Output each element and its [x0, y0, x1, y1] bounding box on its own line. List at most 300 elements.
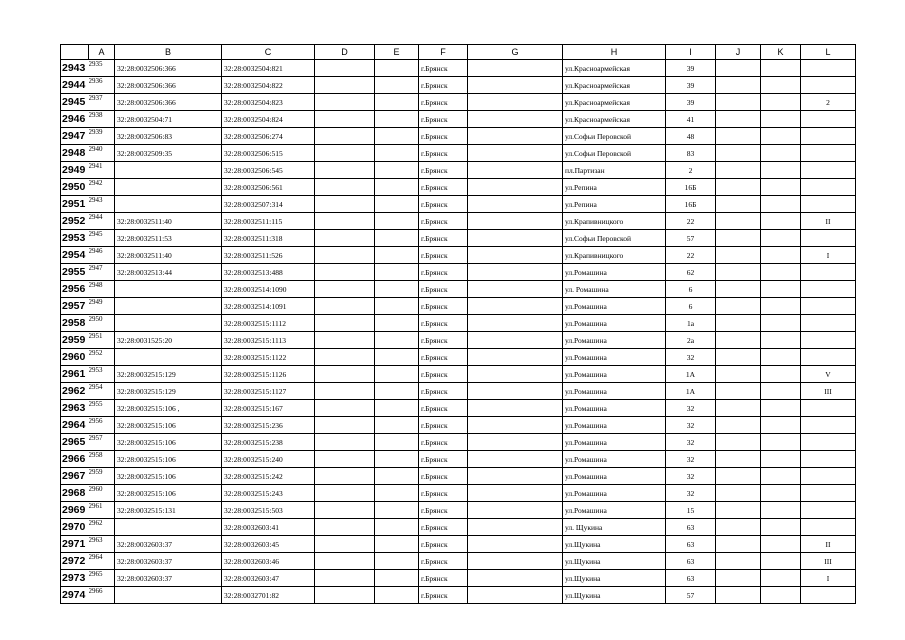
- city-cell: г.Брянск: [419, 400, 468, 417]
- city-cell: г.Брянск: [419, 315, 468, 332]
- row-number: 2953: [62, 231, 86, 244]
- row-number-cell: [61, 434, 89, 451]
- index-a-cell: [89, 349, 115, 366]
- city-cell: г.Брянск: [419, 332, 468, 349]
- empty-e-cell: [375, 536, 419, 553]
- city-cell: г.Брянск: [419, 162, 468, 179]
- street-cell: ул.Красноармейская: [563, 77, 666, 94]
- cadastral-number-c-cell: 32:28:0032515:1112: [222, 315, 315, 332]
- section-cell: I: [801, 247, 856, 264]
- row-number-cell: [61, 349, 89, 366]
- cadastral-number-c-cell: 32:28:0032506:561: [222, 179, 315, 196]
- cadastral-number-b-cell: 32:28:0032511:40: [115, 247, 222, 264]
- index-a-cell: [89, 60, 115, 77]
- empty-k-cell: [761, 230, 801, 247]
- cadastral-number-b-cell: 32:28:0032515:106: [115, 468, 222, 485]
- empty-e-cell: [375, 128, 419, 145]
- cadastral-number-b-cell: [115, 349, 222, 366]
- row-number-cell: [61, 179, 89, 196]
- empty-k-cell: [761, 366, 801, 383]
- empty-j-cell: [716, 60, 761, 77]
- section-cell: [801, 179, 856, 196]
- table-row: [61, 468, 856, 485]
- house-number-cell: 32: [666, 468, 716, 485]
- empty-e-cell: [375, 60, 419, 77]
- cadastral-number-b-cell: [115, 315, 222, 332]
- house-number-cell: 63: [666, 519, 716, 536]
- city-cell: г.Брянск: [419, 281, 468, 298]
- city-cell: г.Брянск: [419, 60, 468, 77]
- table-row: [61, 434, 856, 451]
- index-a-cell: [89, 111, 115, 128]
- column-header-g: G: [468, 45, 563, 60]
- empty-g-cell: [468, 366, 563, 383]
- index-a-value: 2940: [88, 145, 103, 153]
- index-a-value: 2936: [88, 77, 103, 85]
- row-number-cell: [61, 536, 89, 553]
- empty-d-cell: [315, 502, 375, 519]
- index-a-value: 2960: [88, 485, 103, 493]
- empty-j-cell: [716, 468, 761, 485]
- index-a-cell: [89, 179, 115, 196]
- index-a-cell: [89, 400, 115, 417]
- street-cell: ул.Ромашина: [563, 451, 666, 468]
- index-a-value: 2953: [88, 366, 103, 374]
- cadastral-number-c-cell: 32:28:0032515:242: [222, 468, 315, 485]
- empty-j-cell: [716, 281, 761, 298]
- row-number: 2966: [62, 452, 86, 465]
- cadastral-number-c-cell: 32:28:0032507:314: [222, 196, 315, 213]
- empty-j-cell: [716, 349, 761, 366]
- street-cell: ул.Репина: [563, 179, 666, 196]
- empty-j-cell: [716, 366, 761, 383]
- empty-j-cell: [716, 247, 761, 264]
- row-number: 2972: [62, 554, 86, 567]
- table-row: [61, 519, 856, 536]
- cadastral-number-b-cell: 32:28:0032515:106: [115, 417, 222, 434]
- row-number: 2968: [62, 486, 86, 499]
- house-number-cell: 2: [666, 162, 716, 179]
- section-cell: 2: [801, 94, 856, 111]
- street-cell: ул.Ромашина: [563, 468, 666, 485]
- empty-g-cell: [468, 315, 563, 332]
- empty-k-cell: [761, 434, 801, 451]
- empty-d-cell: [315, 94, 375, 111]
- row-number-cell: [61, 468, 89, 485]
- city-cell: г.Брянск: [419, 417, 468, 434]
- cadastral-number-c-cell: 32:28:0032511:318: [222, 230, 315, 247]
- house-number-cell: 63: [666, 536, 716, 553]
- column-header-j: J: [716, 45, 761, 60]
- empty-d-cell: [315, 230, 375, 247]
- empty-e-cell: [375, 417, 419, 434]
- column-header-h: H: [563, 45, 666, 60]
- index-a-cell: [89, 315, 115, 332]
- empty-g-cell: [468, 434, 563, 451]
- empty-k-cell: [761, 264, 801, 281]
- city-cell: г.Брянск: [419, 179, 468, 196]
- table-row: [61, 60, 856, 77]
- street-cell: ул.Ромашина: [563, 434, 666, 451]
- row-number-cell: [61, 553, 89, 570]
- index-a-value: 2963: [88, 536, 103, 544]
- house-number-cell: 57: [666, 230, 716, 247]
- section-cell: [801, 111, 856, 128]
- index-a-value: 2950: [88, 315, 103, 323]
- index-a-value: 2965: [88, 570, 103, 578]
- empty-d-cell: [315, 77, 375, 94]
- table-row: [61, 298, 856, 315]
- cadastral-number-b-cell: 32:28:0032515:131: [115, 502, 222, 519]
- index-a-cell: [89, 298, 115, 315]
- empty-g-cell: [468, 451, 563, 468]
- row-number-cell: [61, 145, 89, 162]
- city-cell: г.Брянск: [419, 264, 468, 281]
- street-cell: ул.Софьи Перовской: [563, 230, 666, 247]
- empty-d-cell: [315, 349, 375, 366]
- city-cell: г.Брянск: [419, 553, 468, 570]
- empty-e-cell: [375, 434, 419, 451]
- city-cell: г.Брянск: [419, 213, 468, 230]
- section-cell: [801, 162, 856, 179]
- cadastral-number-c-cell: 32:28:0032603:46: [222, 553, 315, 570]
- empty-k-cell: [761, 468, 801, 485]
- index-a-cell: [89, 553, 115, 570]
- cadastral-number-c-cell: 32:28:0032506:274: [222, 128, 315, 145]
- house-number-cell: 6: [666, 298, 716, 315]
- empty-e-cell: [375, 162, 419, 179]
- empty-d-cell: [315, 485, 375, 502]
- empty-j-cell: [716, 162, 761, 179]
- empty-g-cell: [468, 128, 563, 145]
- section-cell: II: [801, 213, 856, 230]
- empty-j-cell: [716, 111, 761, 128]
- city-cell: г.Брянск: [419, 349, 468, 366]
- city-cell: г.Брянск: [419, 196, 468, 213]
- table-row: [61, 485, 856, 502]
- empty-d-cell: [315, 247, 375, 264]
- table-row: [61, 570, 856, 587]
- street-cell: ул.Щукина: [563, 536, 666, 553]
- empty-j-cell: [716, 315, 761, 332]
- empty-g-cell: [468, 400, 563, 417]
- street-cell: ул.Щукина: [563, 587, 666, 604]
- section-cell: [801, 332, 856, 349]
- row-number-cell: [61, 417, 89, 434]
- index-a-value: 2954: [88, 383, 103, 391]
- cadastral-number-c-cell: 32:28:0032514:1091: [222, 298, 315, 315]
- section-cell: [801, 196, 856, 213]
- index-a-cell: [89, 281, 115, 298]
- index-a-cell: [89, 587, 115, 604]
- index-a-value: 2945: [88, 230, 103, 238]
- cadastral-number-b-cell: 32:28:0032515:129: [115, 383, 222, 400]
- row-number: 2973: [62, 571, 86, 584]
- house-number-cell: 48: [666, 128, 716, 145]
- section-cell: [801, 400, 856, 417]
- city-cell: г.Брянск: [419, 145, 468, 162]
- row-number-cell: [61, 281, 89, 298]
- empty-g-cell: [468, 145, 563, 162]
- empty-e-cell: [375, 179, 419, 196]
- empty-k-cell: [761, 519, 801, 536]
- city-cell: г.Брянск: [419, 111, 468, 128]
- empty-k-cell: [761, 383, 801, 400]
- index-a-cell: [89, 196, 115, 213]
- house-number-cell: 1а: [666, 315, 716, 332]
- cadastral-number-b-cell: [115, 281, 222, 298]
- street-cell: ул.Репина: [563, 196, 666, 213]
- empty-j-cell: [716, 128, 761, 145]
- empty-e-cell: [375, 315, 419, 332]
- cadastral-number-b-cell: [115, 298, 222, 315]
- cadastral-number-b-cell: 32:28:0032515:129: [115, 366, 222, 383]
- street-cell: ул.Ромашина: [563, 315, 666, 332]
- house-number-cell: 32: [666, 417, 716, 434]
- house-number-cell: 63: [666, 570, 716, 587]
- cadastral-number-c-cell: 32:28:0032603:47: [222, 570, 315, 587]
- row-number-cell: [61, 383, 89, 400]
- empty-e-cell: [375, 485, 419, 502]
- index-a-value: 2935: [88, 60, 103, 68]
- empty-e-cell: [375, 332, 419, 349]
- empty-k-cell: [761, 349, 801, 366]
- row-number: 2970: [62, 520, 86, 533]
- empty-g-cell: [468, 213, 563, 230]
- cadastral-number-b-cell: 32:28:0032515:106: [115, 451, 222, 468]
- index-a-value: 2941: [88, 162, 103, 170]
- cadastral-number-b-cell: 32:28:0032515:106: [115, 485, 222, 502]
- empty-e-cell: [375, 213, 419, 230]
- house-number-cell: 1А: [666, 366, 716, 383]
- empty-e-cell: [375, 111, 419, 128]
- empty-j-cell: [716, 213, 761, 230]
- column-header-f: F: [419, 45, 468, 60]
- section-cell: [801, 485, 856, 502]
- row-number: 2955: [62, 265, 86, 278]
- index-a-value: 2956: [88, 417, 103, 425]
- street-cell: ул. Ромашина: [563, 281, 666, 298]
- empty-k-cell: [761, 451, 801, 468]
- row-number: 2967: [62, 469, 86, 482]
- empty-d-cell: [315, 536, 375, 553]
- row-number: 2952: [62, 214, 86, 227]
- cadastral-number-c-cell: 32:28:0032515:1122: [222, 349, 315, 366]
- empty-j-cell: [716, 230, 761, 247]
- row-number-cell: [61, 485, 89, 502]
- house-number-cell: 62: [666, 264, 716, 281]
- row-number: 2944: [62, 78, 86, 91]
- cadastral-number-b-cell: 32:28:0032509:35: [115, 145, 222, 162]
- empty-d-cell: [315, 553, 375, 570]
- city-cell: г.Брянск: [419, 587, 468, 604]
- cadastral-number-c-cell: 32:28:0032506:545: [222, 162, 315, 179]
- cadastral-number-c-cell: 32:28:0032515:1127: [222, 383, 315, 400]
- empty-e-cell: [375, 451, 419, 468]
- table-row: [61, 145, 856, 162]
- empty-k-cell: [761, 298, 801, 315]
- column-header-row: [61, 45, 856, 60]
- table-row: [61, 111, 856, 128]
- index-a-cell: [89, 468, 115, 485]
- empty-j-cell: [716, 519, 761, 536]
- table-row: [61, 417, 856, 434]
- house-number-cell: 83: [666, 145, 716, 162]
- empty-k-cell: [761, 281, 801, 298]
- empty-e-cell: [375, 196, 419, 213]
- empty-g-cell: [468, 502, 563, 519]
- cadastral-number-c-cell: 32:28:0032701:82: [222, 587, 315, 604]
- row-number: 2974: [62, 588, 86, 601]
- empty-j-cell: [716, 400, 761, 417]
- empty-d-cell: [315, 400, 375, 417]
- section-cell: [801, 434, 856, 451]
- row-number-cell: [61, 213, 89, 230]
- empty-k-cell: [761, 77, 801, 94]
- empty-d-cell: [315, 332, 375, 349]
- index-a-value: 2943: [88, 196, 103, 204]
- row-number-cell: [61, 587, 89, 604]
- column-header-i: I: [666, 45, 716, 60]
- cadastral-number-c-cell: 32:28:0032515:240: [222, 451, 315, 468]
- empty-j-cell: [716, 383, 761, 400]
- street-cell: ул.Крапивницкого: [563, 247, 666, 264]
- empty-g-cell: [468, 553, 563, 570]
- section-cell: [801, 60, 856, 77]
- column-header-k: K: [761, 45, 801, 60]
- cadastral-number-b-cell: 32:28:0032506:366: [115, 60, 222, 77]
- cadastral-number-b-cell: 32:28:0032515:106: [115, 434, 222, 451]
- empty-j-cell: [716, 332, 761, 349]
- row-number-cell: [61, 94, 89, 111]
- row-number: 2956: [62, 282, 86, 295]
- empty-k-cell: [761, 332, 801, 349]
- cadastral-number-b-cell: 32:28:0032515:106 ,: [115, 400, 222, 417]
- empty-d-cell: [315, 434, 375, 451]
- table-row: [61, 451, 856, 468]
- house-number-cell: 22: [666, 247, 716, 264]
- empty-d-cell: [315, 366, 375, 383]
- empty-j-cell: [716, 196, 761, 213]
- section-cell: [801, 315, 856, 332]
- street-cell: ул.Ромашина: [563, 383, 666, 400]
- empty-k-cell: [761, 145, 801, 162]
- empty-j-cell: [716, 264, 761, 281]
- empty-d-cell: [315, 383, 375, 400]
- empty-e-cell: [375, 553, 419, 570]
- empty-j-cell: [716, 536, 761, 553]
- empty-g-cell: [468, 264, 563, 281]
- empty-j-cell: [716, 77, 761, 94]
- table-row: [61, 230, 856, 247]
- index-a-cell: [89, 451, 115, 468]
- empty-d-cell: [315, 519, 375, 536]
- cadastral-number-c-cell: 32:28:0032504:822: [222, 77, 315, 94]
- empty-j-cell: [716, 553, 761, 570]
- index-a-value: 2942: [88, 179, 103, 187]
- empty-e-cell: [375, 400, 419, 417]
- table-row: [61, 247, 856, 264]
- row-number-cell: [61, 230, 89, 247]
- row-number-cell: [61, 111, 89, 128]
- empty-d-cell: [315, 162, 375, 179]
- index-a-cell: [89, 247, 115, 264]
- table-row: [61, 213, 856, 230]
- empty-k-cell: [761, 502, 801, 519]
- row-number-cell: [61, 162, 89, 179]
- table-row: [61, 553, 856, 570]
- table-row: [61, 315, 856, 332]
- table-row: [61, 366, 856, 383]
- section-cell: I: [801, 570, 856, 587]
- column-header-b: B: [115, 45, 222, 60]
- row-number-cell: [61, 298, 89, 315]
- column-header-c: C: [222, 45, 315, 60]
- table-row: [61, 536, 856, 553]
- city-cell: г.Брянск: [419, 298, 468, 315]
- empty-g-cell: [468, 60, 563, 77]
- empty-d-cell: [315, 179, 375, 196]
- house-number-cell: 32: [666, 451, 716, 468]
- row-number: 2965: [62, 435, 86, 448]
- empty-g-cell: [468, 162, 563, 179]
- index-a-cell: [89, 213, 115, 230]
- section-cell: [801, 145, 856, 162]
- street-cell: ул.Ромашина: [563, 502, 666, 519]
- row-number-cell: [61, 366, 89, 383]
- section-cell: [801, 519, 856, 536]
- empty-e-cell: [375, 570, 419, 587]
- cadastral-number-c-cell: 32:28:0032515:1113: [222, 332, 315, 349]
- section-cell: II: [801, 536, 856, 553]
- empty-j-cell: [716, 434, 761, 451]
- section-cell: III: [801, 383, 856, 400]
- city-cell: г.Брянск: [419, 128, 468, 145]
- city-cell: г.Брянск: [419, 519, 468, 536]
- empty-g-cell: [468, 196, 563, 213]
- table-row: [61, 400, 856, 417]
- city-cell: г.Брянск: [419, 383, 468, 400]
- house-number-cell: 16Б: [666, 179, 716, 196]
- index-a-value: 2949: [88, 298, 103, 306]
- row-number-cell: [61, 400, 89, 417]
- empty-g-cell: [468, 587, 563, 604]
- street-cell: ул.Ромашина: [563, 366, 666, 383]
- house-number-cell: 15: [666, 502, 716, 519]
- empty-j-cell: [716, 179, 761, 196]
- empty-g-cell: [468, 468, 563, 485]
- street-cell: ул.Ромашина: [563, 400, 666, 417]
- empty-k-cell: [761, 111, 801, 128]
- cadastral-number-c-cell: 32:28:0032504:821: [222, 60, 315, 77]
- section-cell: [801, 128, 856, 145]
- empty-d-cell: [315, 264, 375, 281]
- house-number-cell: 32: [666, 485, 716, 502]
- street-cell: ул.Щукина: [563, 570, 666, 587]
- index-a-cell: [89, 536, 115, 553]
- index-a-cell: [89, 94, 115, 111]
- table-row: [61, 196, 856, 213]
- cadastral-number-b-cell: 32:28:0032603:37: [115, 570, 222, 587]
- index-a-cell: [89, 519, 115, 536]
- empty-e-cell: [375, 247, 419, 264]
- index-a-value: 2955: [88, 400, 103, 408]
- street-cell: ул.Софьи Перовской: [563, 145, 666, 162]
- empty-e-cell: [375, 383, 419, 400]
- cadastral-number-c-cell: 32:28:0032515:238: [222, 434, 315, 451]
- column-header-a: A: [89, 45, 115, 60]
- row-number: 2951: [62, 197, 86, 210]
